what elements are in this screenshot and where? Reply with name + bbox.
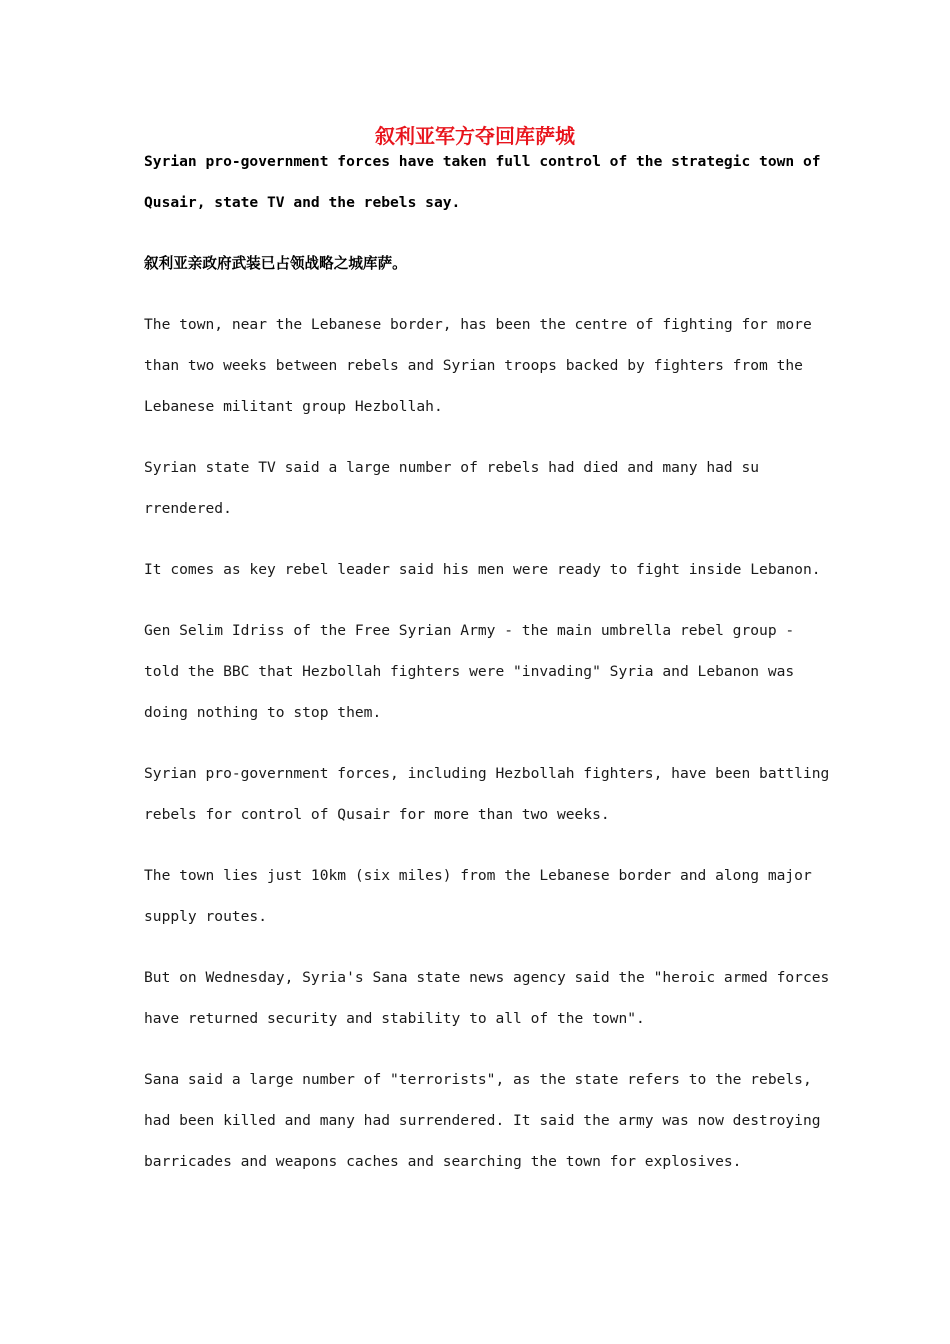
document-title: 叙利亚军方夺回库萨城 xyxy=(375,124,575,148)
body-line: It comes as key rebel leader said his men were ready to fight inside Lebanon. xyxy=(144,561,821,578)
body-line: rebels for control of Qusair for more than two weeks. xyxy=(144,806,610,823)
body-line: Syrian pro-government forces, including Hezbollah fighters, have been battling xyxy=(144,765,830,782)
body-line: doing nothing to stop them. xyxy=(144,704,382,721)
body-line: barricades and weapons caches and searching the town for explosives. xyxy=(144,1153,742,1170)
body-line: But on Wednesday, Syria's Sana state news agency said the "heroic armed forces xyxy=(144,969,830,986)
body-line: have returned security and stability to all of the town". xyxy=(144,1010,645,1027)
body-line: supply routes. xyxy=(144,908,268,925)
body-line: Lebanese militant group Hezbollah. xyxy=(144,398,443,415)
body-line: The town, near the Lebanese border, has been the centre of fighting for more xyxy=(144,316,812,333)
body-line: told the BBC that Hezbollah fighters were "invading" Syria and Lebanon was xyxy=(144,663,795,680)
body-line: had been killed and many had surrendered. It said the army was now destroying xyxy=(144,1112,821,1129)
intro-line: Syrian pro-government forces have taken full control of the strategic town of xyxy=(144,153,821,170)
body-line: Syrian state TV said a large number of rebels had died and many had su xyxy=(144,459,760,476)
body-line: Sana said a large number of "terrorists", as the state refers to the rebels, xyxy=(144,1071,812,1088)
body-line: The town lies just 10km (six miles) from the Lebanese border and along major xyxy=(144,867,812,884)
body-line: rrendered. xyxy=(144,500,232,517)
body-line: Gen Selim Idriss of the Free Syrian Army - the main umbrella rebel group - xyxy=(144,622,795,639)
body-line: than two weeks between rebels and Syrian troops backed by fighters from the xyxy=(144,357,803,374)
intro-line: Qusair, state TV and the rebels say. xyxy=(144,194,461,211)
chinese-summary: 叙利亚亲政府武装已占领战略之城库萨。 xyxy=(144,255,407,272)
